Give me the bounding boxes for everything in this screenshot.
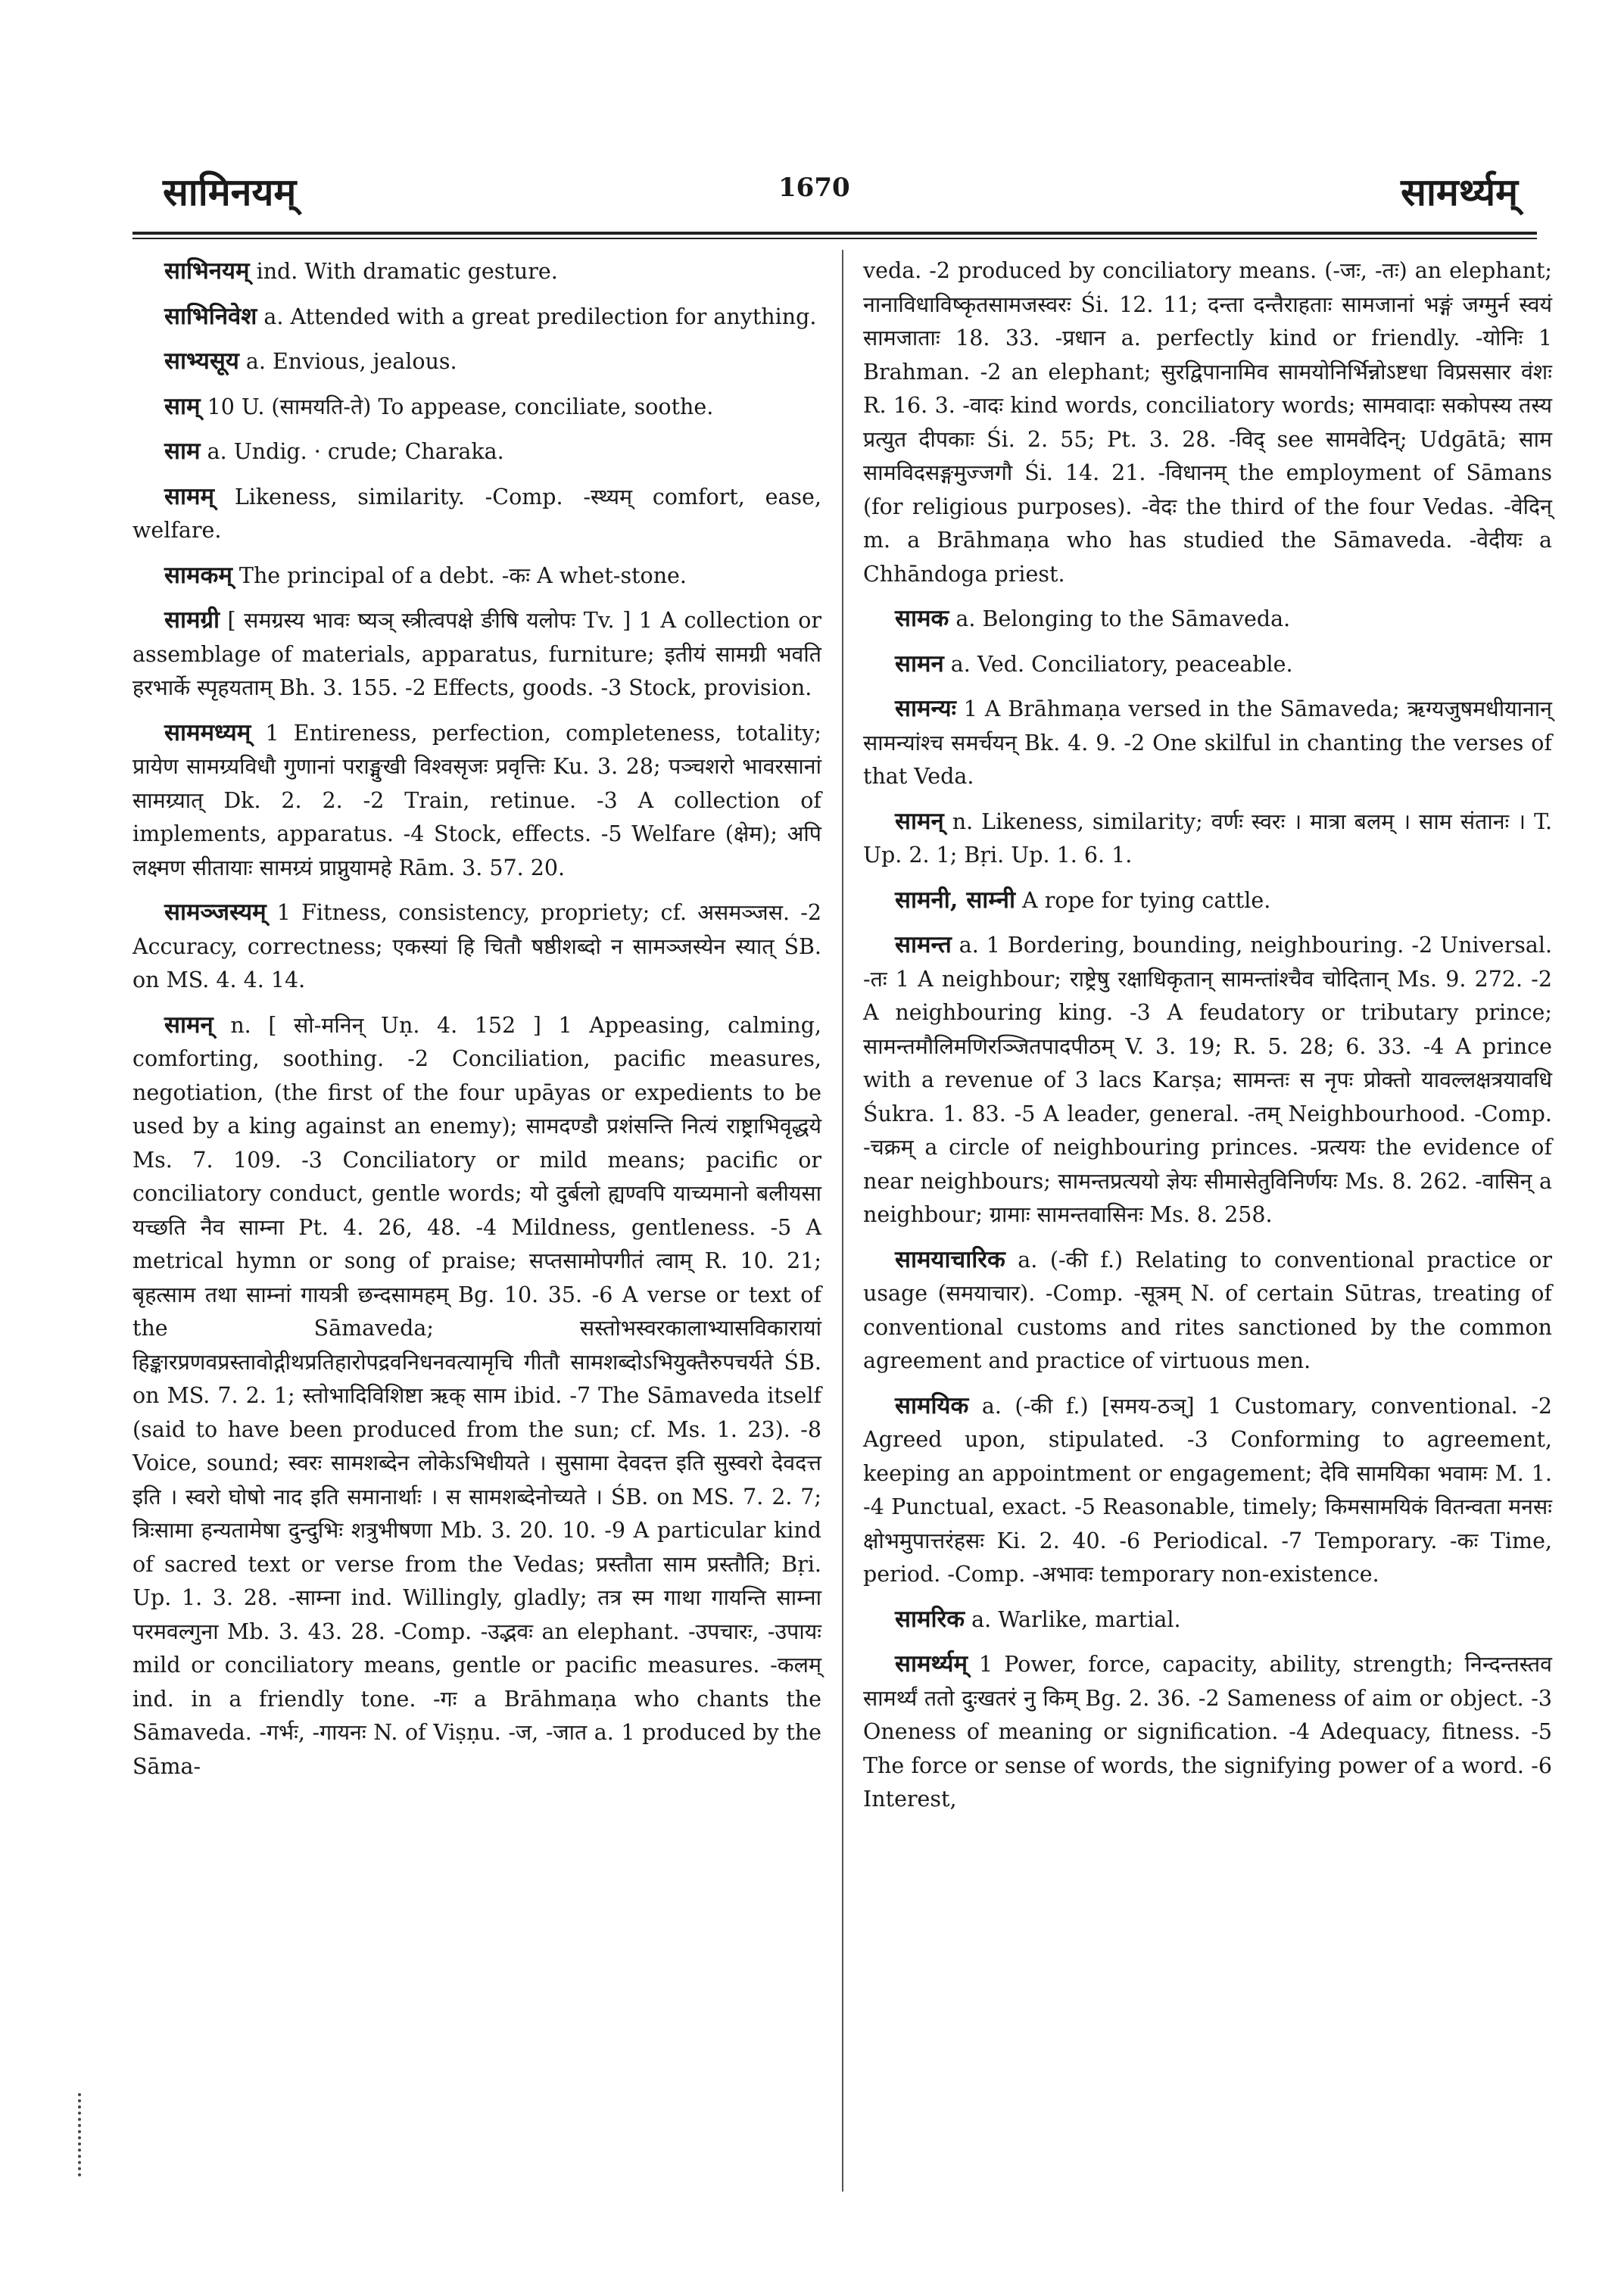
entry-definition: 1 Power, force, capacity, ability, strength; निन्दन्तस्तव सामर्थ्यं ततो दुःखतरं नु किम् Bg. 2. 36. -2 Sameness of aim or object. -3 Oneness of meaning or signification. -4 Adequacy, fitness. -5 The force or sense of words, the signifying power of a word. -6 Interest, — [863, 1652, 1552, 1812]
dictionary-entry — [863, 254, 1552, 591]
entry-headword: सामञ्जस्यम् — [164, 899, 267, 926]
entry-definition: 10 U. (सामयति-ते) To appease, conciliate, soothe. — [200, 394, 714, 419]
entry-headword: साभिनिवेश — [164, 302, 257, 330]
dictionary-entry — [132, 300, 821, 335]
dictionary-entry — [863, 602, 1552, 637]
dictionary-entry — [863, 1389, 1552, 1592]
entry-headword: सामन्त — [895, 931, 952, 958]
entry-headword: सामक — [895, 605, 949, 632]
dictionary-entry — [132, 1008, 821, 1784]
entry-definition: a. Undig. · crude; Charaka. — [200, 439, 504, 464]
dictionary-entry — [132, 896, 821, 998]
dictionary-entry — [132, 480, 821, 548]
entry-definition: veda. -2 produced by conciliatory means. (-जः, -तः) an elephant; नानाविधाविष्कृतसामजस्वरः Śi. 12. 11; दन्ता दन्तैराहताः सामजानां भङ्गं जग्मुर्न स्वयं सामजाताः 18. 33. -प्रधान a. perfectly kind or friendly. -योनिः 1 Brahman. -2 an elephant; सुरद्विपानामिव सामयोनिर्भिन्नोऽष्टधा विप्रससार वंशः R. 16. 3. -वादः kind words, conciliatory words; सामवादाः सकोपस्य तस्य प्रत्युत दीपकाः Śi. 2. 55; Pt. 3. 28. -विद् see सामवेदिन्; Udgātā; साम सामविदसङ्गमुज्जगौ Śi. 14. 21. -विधानम् the employment of Sāmans (for religious purposes). -वेदः the third of the four Vedas. -वेदिन् m. a Brāhmaṇa who has studied the Sāmaveda. -वेदीयः a Chhāndoga priest. — [863, 258, 1552, 587]
entry-headword: साभिनयम् — [164, 257, 250, 285]
dictionary-entry — [132, 390, 821, 425]
dictionary-entry — [132, 254, 821, 289]
entry-headword: सामन्यः — [895, 695, 956, 722]
entry-headword: सामग्री — [164, 606, 220, 634]
entry-headword: सामयिक — [895, 1391, 969, 1419]
entry-headword: सामयाचारिक — [895, 1245, 1005, 1273]
margin-dots — [78, 2093, 84, 2176]
entry-definition: n. [ सो-मनिन् Uṇ. 4. 152 ] 1 Appeasing, calming, comforting, soothing. -2 Conciliation, pacific measures, negotiation, (the first of the four upāyas or expedients to be used by a king against an enemy); सामदण्डौ प्रशंसन्ति नित्यं राष्ट्राभिवृद्धये Ms. 7. 109. -3 Conciliatory or mild means; pacific or conciliatory conduct, gentle words; यो दुर्बलो ह्यण्वपि याच्यमानो बलीयसा यच्छति नैव साम्ना Pt. 4. 26, 48. -4 Mildness, gentleness. -5 A metrical hymn or song of praise; सप्तसामोपगीतं त्वाम् R. 10. 21; बृहत्साम तथा साम्नां गायत्री छन्दसामहम् Bg. 10. 35. -6 A verse or text of the Sāmaveda; सस्तोभस्वरकालाभ्यासविकारायां हिङ्कारप्रणवप्रस्तावोद्गीथप्रतिहारोपद्रवनिधनवत्यामृचि गीतौ सामशब्दोऽभियुक्तैरुपचर्यते ŚB. on MS. 7. 2. 1; स्तोभादिविशिष्टा ऋक् साम ibid. -7 The Sāmaveda itself (said to have been produced from the sun; cf. Ms. 1. 23). -8 Voice, sound; स्वरः सामशब्देन लोकेऽभिधीयते । सुसामा देवदत्त इति सुस्वरो देवदत्त इति । स्वरो घोषो नाद इति समानार्थाः । स सामशब्देनोच्यते । ŚB. on MS. 7. 2. 7; त्रिःसामा हन्यतामेषा दुन्दुभिः शत्रुभीषणा Mb. 3. 20. 10. -9 A particular kind of sacred text or verse from the Vedas; प्रस्तौता साम प्रस्तौति; Bṛi. Up. 1. 3. 28. -साम्ना ind. Willingly, gladly; तत्र स्म गाथा गायन्ति साम्ना परमवल्गुना Mb. 3. 43. 28. -Comp. -उद्भवः an elephant. -उपचारः, -उपायः mild or conciliatory means, gentle or pacific measures. -कलम् ind. in a friendly tone. -गः a Brāhmaṇa who chants the Sāmaveda. -गर्भः, -गायनः N. of Viṣṇu. -ज, -जात a. 1 produced by the Sāma- — [132, 1012, 821, 1779]
left-guideword: सामिनयम् — [163, 170, 297, 214]
dictionary-entry — [863, 928, 1552, 1232]
dictionary-entry — [863, 805, 1552, 873]
entry-definition: Likeness, similarity. -Comp. -स्थ्यम् comfort, ease, welfare. — [132, 484, 821, 543]
entry-headword: सामन् — [895, 807, 944, 835]
entry-definition: 1 A Brāhmaṇa versed in the Sāmaveda; ऋग्यजुषमधीयानान् सामन्यांश्च समर्चयन् Bk. 4. 9. -2 One skilful in chanting the verses of that Veda. — [863, 696, 1552, 789]
entry-definition: a. Warlike, martial. — [965, 1606, 1181, 1632]
entry-headword: सामनी, साम्नी — [895, 886, 1016, 914]
entry-definition: 1 Entireness, perfection, completeness, totality; प्रायेण सामग्र्यविधौ गुणानां पराङ्मुखी विश्वसृजः प्रवृत्तिः Ku. 3. 28; पञ्चशरो भावरसानां सामग्र्यात् Dk. 2. 2. -2 Train, retinue. -3 A collection of implements, apparatus. -4 Stock, effects. -5 Welfare (क्षेम); अपि लक्ष्मण सीतायाः सामग्र्यं प्राप्नुयामहे Rām. 3. 57. 20. — [132, 720, 821, 880]
entry-headword: साभ्यसूय — [164, 347, 239, 375]
dictionary-entry — [863, 692, 1552, 794]
entry-definition: a. Belonging to the Sāmaveda. — [949, 606, 1291, 631]
dictionary-entry — [132, 603, 821, 706]
page-number: 1670 — [778, 173, 850, 203]
header-rule-thin — [132, 238, 1537, 239]
right-guideword: सामर्थ्यम् — [1401, 170, 1518, 214]
header-rule-thick — [132, 232, 1537, 235]
entry-headword: सामरिक — [895, 1605, 965, 1633]
entry-headword: सामम् — [164, 482, 215, 510]
entry-definition: 1 Fitness, consistency, propriety; cf. असमञ्जस. -2 Accuracy, correctness; एकस्यां हि चितौ षष्ठीशब्दो न सामञ्जस्येन स्यात् ŚB. on MS. 4. 4. 14. — [132, 900, 821, 992]
entry-headword: सामन — [895, 650, 944, 678]
entry-definition: a. Ved. Conciliatory, peaceable. — [943, 651, 1293, 677]
entry-definition: a. (-की f.) Relating to conventional practice or usage (समयाचार). -Comp. -सूत्रम् N. of certain Sūtras, treating of conventional customs and rites sanctioned by the common agreement and practice of virtuous men. — [863, 1247, 1552, 1373]
column-divider — [842, 250, 843, 2192]
entry-definition: [ समग्रस्य भावः ष्यञ् स्त्रीत्वपक्षे ङीषि यलोपः Tv. ] 1 A collection or assemblage of materials, apparatus, furniture; इतीयं सामग्री भवति हरभार्के स्पृहयताम् Bh. 3. 155. -2 Effects, goods. -3 Stock, provision. — [132, 608, 821, 700]
entry-definition: ind. With dramatic gesture. — [249, 259, 558, 284]
entry-definition: a. (-की f.) [समय-ठञ्] 1 Customary, conventional. -2 Agreed upon, stipulated. -3 Conforming to agreement, keeping an appointment or engagement; देवि सामयिका भवामः M. 1. -4 Punctual, exact. -5 Reasonable, timely; किमसामयिकं वितन्वता मनसः क्षोभमुपात्तरंहसः Ki. 2. 40. -6 Periodical. -7 Temporary. -कः Time, period. -Comp. -अभावः temporary non-existence. — [863, 1393, 1552, 1587]
dictionary-entry — [132, 559, 821, 594]
dictionary-entry — [863, 647, 1552, 682]
right-column — [863, 254, 1552, 1827]
entry-definition: a. Envious, jealous. — [238, 349, 457, 374]
entry-headword: साम — [164, 438, 201, 465]
dictionary-entry — [863, 1603, 1552, 1637]
dictionary-entry — [132, 716, 821, 886]
dictionary-entry — [132, 344, 821, 379]
dictionary-entry — [863, 1647, 1552, 1817]
dictionary-entry — [863, 883, 1552, 918]
entry-definition: a. 1 Bordering, bounding, neighbouring. -2 Universal. -तः 1 A neighbour; राष्ट्रेषु रक्षाधिकृतान् सामन्तांश्चैव चोदितान् Ms. 9. 272. -2 A neighbouring king. -3 A feudatory or tributary prince; सामन्तमौलिमणिरञ्जितपादपीठम् V. 3. 19; R. 5. 28; 6. 33. -4 A prince with a revenue of 3 lacs Karṣa; सामन्तः स नृपः प्रोक्तो यावल्लक्षत्रयावधि Śukra. 1. 83. -5 A leader, general. -तम् Neighbourhood. -Comp. -चक्रम् a circle of neighbouring princes. -प्रत्ययः the evidence of near neighbours; सामन्तप्रत्ययो ज्ञेयः सीमासेतुविनिर्णयः Ms. 8. 262. -वासिन् a neighbour; ग्रामाः सामन्तवासिनः Ms. 8. 258. — [863, 933, 1552, 1227]
left-column — [132, 254, 821, 1794]
entry-headword: सामन् — [164, 1011, 214, 1039]
dictionary-entry — [863, 1243, 1552, 1379]
entry-headword: सामकम् — [164, 561, 232, 589]
entry-definition: A rope for tying cattle. — [1015, 887, 1271, 913]
entry-headword: साम् — [164, 392, 201, 420]
entry-definition: a. Attended with a great predilection for anything. — [257, 304, 817, 329]
entry-headword: साममध्यम् — [164, 718, 251, 746]
entry-headword: सामर्थ्यम् — [895, 1650, 968, 1678]
dictionary-entry — [132, 435, 821, 469]
entry-definition: The principal of a debt. -कः A whet-stone. — [232, 562, 687, 588]
entry-definition: n. Likeness, similarity; वर्णः स्वरः । मात्रा बलम् । साम संतानः । T. Up. 2. 1; Bṛi. Up. 1. 6. 1. — [863, 808, 1552, 868]
